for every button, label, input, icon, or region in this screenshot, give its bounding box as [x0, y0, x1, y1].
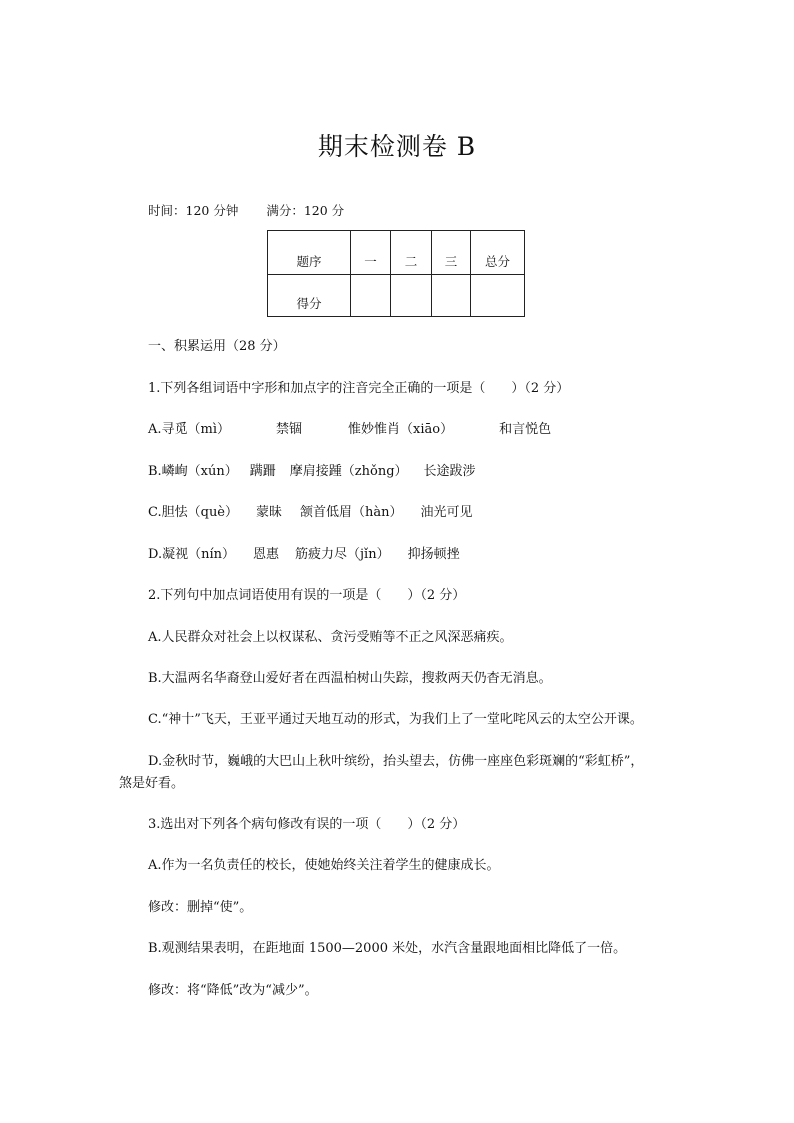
question-2-option-a: A.人民群众对社会上以权谋私、贪污受贿等不正之风深恶痛疾。	[148, 630, 513, 645]
question-3-option-a: A.作为一名负责任的校长，使她始终关注着学生的健康成长。	[148, 858, 500, 873]
exam-meta	[148, 201, 344, 219]
question-2-stem: 2.下列句中加点词语使用有误的一项是（ ）（2 分）	[148, 588, 466, 603]
question-3-stem: 3.选出对下列各个病句修改有误的一项（ ）（2 分）	[148, 817, 466, 832]
score-cell-3[interactable]	[432, 275, 471, 317]
question-3-option-b-fix: 修改：将“降低”改为“减少”。	[148, 983, 318, 998]
section-heading: 一、积累运用（28 分）	[148, 339, 286, 354]
score-cell-total[interactable]	[471, 275, 525, 317]
question-1-stem: 1.下列各组词语中字形和加点字的注音完全正确的一项是（ ）（2 分）	[148, 381, 570, 396]
time-label: 时间：120 分钟	[148, 203, 239, 218]
question-2-option-c: C.“神十”飞天，王亚平通过天地互动的形式，为我们上了一堂叱咤风云的太空公开课。	[148, 712, 643, 727]
question-3-option-a-fix: 修改：删掉“使”。	[148, 900, 253, 915]
header-cell-1: 一	[351, 231, 391, 275]
score-table	[267, 230, 525, 317]
question-2-option-b: B.大温两名华裔登山爱好者在西温柏树山失踪，搜救两天仍杳无消息。	[148, 671, 552, 686]
question-3-option-b: B.观测结果表明，在距地面 1500—2000 米处，水汽含量跟地面相比降低了一倍。	[148, 941, 627, 956]
score-row-label: 得分	[268, 275, 351, 317]
question-1-option-b: B.嶙峋（xún） 蹒跚 摩肩接踵（zhǒng） 长途跋涉	[148, 464, 476, 479]
question-1-option-c: C.胆怯（què） 蒙昧 颔首低眉（hàn） 油光可见	[148, 505, 473, 520]
question-2-option-d-line2: 煞是好看。	[119, 776, 185, 791]
header-cell-2: 二	[391, 231, 432, 275]
header-cell-total: 总分	[471, 231, 525, 275]
header-cell-3: 三	[432, 231, 471, 275]
question-1-option-a: A.寻觅（mì） 禁锢 惟妙惟肖（xiāo） 和言悦色	[148, 422, 552, 437]
page-title: 期末检测卷 B	[317, 132, 477, 161]
score-table-score-row	[268, 275, 525, 317]
question-1-option-d: D.凝视（nín） 恩惠 筋疲力尽（jǐn） 抑扬顿挫	[148, 547, 460, 562]
score-cell-1[interactable]	[351, 275, 391, 317]
header-cell-order: 题序	[268, 231, 351, 275]
score-cell-2[interactable]	[391, 275, 432, 317]
question-2-option-d-line1: D.金秋时节，巍峨的大巴山上秋叶缤纷，抬头望去，仿佛一座座色彩斑斓的“彩虹桥”，	[148, 754, 644, 769]
full-score-label: 满分：120 分	[266, 203, 345, 218]
score-table-header-row	[268, 231, 525, 275]
